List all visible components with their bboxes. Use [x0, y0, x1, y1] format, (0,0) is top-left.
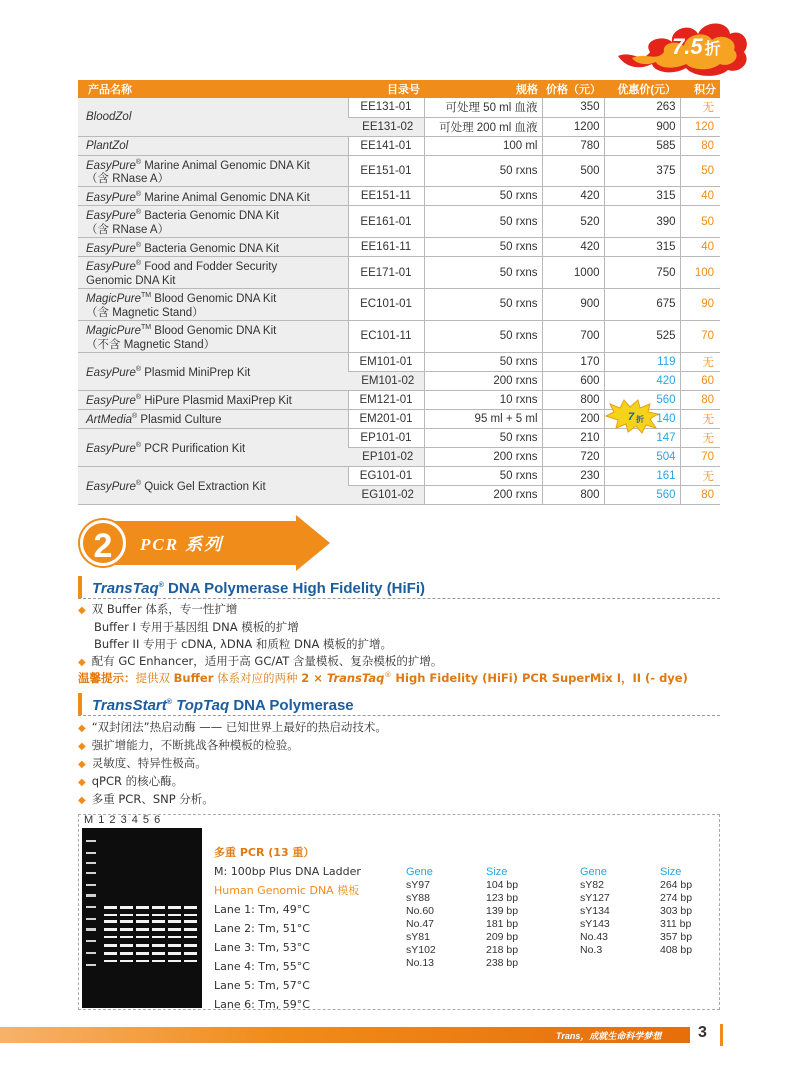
- spec: 100 ml: [424, 136, 542, 155]
- brand: MagicPure: [86, 324, 141, 337]
- gene: sY143: [580, 918, 610, 930]
- discount-price: 315: [604, 238, 680, 257]
- discount-price: 560: [604, 390, 680, 409]
- discount-price: 750: [604, 257, 680, 289]
- spec: 50 rxns: [424, 238, 542, 257]
- gel-lane-desc: Lane 5: Tm, 57°C: [214, 979, 310, 992]
- brand: ArtMedia: [86, 414, 133, 427]
- mini-discount-value: 7: [628, 411, 635, 423]
- catalog-number: EE131-02: [348, 117, 424, 136]
- product-name-text: Marine Animal Genomic DNA Kit: [141, 159, 310, 172]
- feature-item: ◆ “双封闭法”热启动酶 —— 已知世界上最好的热启动技术。: [78, 719, 387, 737]
- header-spec: 规格: [424, 80, 542, 98]
- size: 238 bp: [486, 957, 519, 969]
- gene: sY134: [580, 905, 610, 917]
- product-title-brand: TransStart: [92, 697, 167, 714]
- product-name-line2: （不含 Magnetic Stand）: [86, 338, 216, 351]
- section-title: PCR 系列: [140, 535, 224, 554]
- discount-price: 375: [604, 155, 680, 187]
- product-price-table: [78, 80, 720, 505]
- price: 900: [542, 288, 604, 320]
- gel-lane-labels: M 1 2 3 4 5 6: [84, 814, 162, 826]
- table-row: [406, 931, 546, 944]
- discount-unit: 折: [704, 41, 721, 58]
- spec: 200 rxns: [424, 371, 542, 390]
- product-name-text: Bacteria Genomic DNA Kit: [141, 242, 280, 255]
- gene: No.47: [406, 918, 435, 930]
- size: 357 bp: [660, 931, 693, 943]
- discount-price: 560: [604, 485, 680, 504]
- product-name: EasyPure® Marine Animal Genomic DNA Kit （含 RNase A）: [78, 155, 348, 187]
- price: 800: [542, 390, 604, 409]
- divider: [78, 715, 720, 716]
- discount-price: 420: [604, 371, 680, 390]
- feature-subitem: Buffer I 专用于基因组 DNA 模板的扩增: [94, 620, 299, 634]
- spec: 50 rxns: [424, 206, 542, 238]
- size: 274 bp: [660, 892, 693, 904]
- catalog-number: EG101-02: [348, 485, 424, 504]
- discount-burst-label: [672, 34, 752, 60]
- size: 139 bp: [486, 905, 519, 917]
- catalog-number: EM201-01: [348, 409, 424, 428]
- product-title-brand: TransTaq: [92, 580, 159, 597]
- discount-price: 147: [604, 428, 680, 447]
- product-name-text: Food and Fodder Security: [141, 260, 278, 273]
- price: 230: [542, 466, 604, 485]
- catalog-number: EE131-01: [348, 98, 424, 117]
- table-row: [406, 879, 546, 892]
- table-header-row: [78, 80, 720, 98]
- gel-lane-desc: Lane 1: Tm, 49°C: [214, 903, 310, 916]
- catalog-number: EE151-11: [348, 187, 424, 206]
- table-row: [406, 892, 546, 905]
- table-row: [78, 320, 720, 352]
- feature-item: ◆ 强扩增能力，不断挑战各种模板的检验。: [78, 737, 387, 755]
- discount-price: 675: [604, 288, 680, 320]
- gene-size-table-1: [406, 866, 546, 970]
- discount-value: 7.5: [672, 34, 703, 59]
- price: 420: [542, 238, 604, 257]
- section-number: 2: [80, 520, 126, 566]
- table-row: [78, 238, 720, 257]
- product-name-text: Plasmid Culture: [137, 414, 222, 427]
- price: 350: [542, 98, 604, 117]
- discount-price: 525: [604, 320, 680, 352]
- price: 720: [542, 447, 604, 466]
- table-row: [580, 944, 720, 957]
- footer-slogan: Trans，成就生命科学梦想: [556, 1031, 662, 1041]
- mini-discount-unit: 折: [636, 415, 644, 424]
- spec: 50 rxns: [424, 320, 542, 352]
- gene: sY88: [406, 892, 430, 904]
- table-row: [406, 944, 546, 957]
- spec: 50 rxns: [424, 288, 542, 320]
- catalog-number: EC101-11: [348, 320, 424, 352]
- size: 218 bp: [486, 944, 519, 956]
- spec: 50 rxns: [424, 155, 542, 187]
- discount-price: 140: [604, 409, 680, 428]
- price: 800: [542, 485, 604, 504]
- price: 700: [542, 320, 604, 352]
- brand: MagicPure: [86, 292, 141, 305]
- product-name: EasyPure® Bacteria Genomic DNA Kit: [78, 238, 348, 257]
- header-product-name: 产品名称: [78, 80, 348, 98]
- table-row: [406, 957, 546, 970]
- price: 1000: [542, 257, 604, 289]
- product-title-transstart-toptaq: TransStart® TopTaq DNA Polymerase: [78, 693, 354, 715]
- spec: 可处理 50 ml 血液: [424, 98, 542, 117]
- gene: No.13: [406, 957, 435, 969]
- header-catalog: 目录号: [348, 80, 424, 98]
- divider: [78, 598, 720, 599]
- brand: EasyPure: [86, 260, 136, 273]
- product-name-text: Plasmid MiniPrep Kit: [141, 366, 251, 379]
- product1-features: [78, 601, 442, 671]
- gene-size-header: [580, 866, 720, 879]
- discount-price: 119: [604, 352, 680, 371]
- table-row: [78, 136, 720, 155]
- tip-label: 温馨提示：: [78, 671, 136, 685]
- product-name-line2: （含 Magnetic Stand）: [86, 306, 204, 319]
- table-row: [78, 187, 720, 206]
- size: 408 bp: [660, 944, 693, 956]
- product-name: EasyPure® Marine Animal Genomic DNA Kit: [78, 187, 348, 206]
- spec: 10 rxns: [424, 390, 542, 409]
- footer-rule: [720, 1024, 723, 1046]
- catalog-number: EP101-02: [348, 447, 424, 466]
- price: 780: [542, 136, 604, 155]
- table-row: [580, 892, 720, 905]
- gene: sY81: [406, 931, 430, 943]
- product-name: EasyPure® HiPure Plasmid MaxiPrep Kit: [78, 390, 348, 409]
- product-name-text: Marine Animal Genomic DNA Kit: [141, 191, 310, 204]
- spec: 200 rxns: [424, 447, 542, 466]
- discount-price: 585: [604, 136, 680, 155]
- product-name: ArtMedia® Plasmid Culture: [78, 409, 348, 428]
- points: 40: [680, 238, 720, 257]
- gene: No.60: [406, 905, 435, 917]
- product-name: [78, 136, 348, 155]
- points: 无: [680, 98, 720, 117]
- points: 无: [680, 466, 720, 485]
- points: 无: [680, 409, 720, 428]
- catalog-number: EM121-01: [348, 390, 424, 409]
- points: 50: [680, 206, 720, 238]
- tip-brand: TransTaq: [326, 671, 385, 685]
- gel-electrophoresis-image: [82, 828, 202, 1008]
- catalog-number: EE141-01: [348, 136, 424, 155]
- catalog-number: EE151-01: [348, 155, 424, 187]
- gel-marker-label: M: 100bp Plus DNA Ladder: [214, 865, 361, 878]
- discount-price: 315: [604, 187, 680, 206]
- spec: 50 rxns: [424, 466, 542, 485]
- brand: EasyPure: [86, 366, 136, 379]
- catalog-number: EE161-01: [348, 206, 424, 238]
- tip-text: 提供双: [135, 671, 174, 685]
- product2-features: [78, 719, 387, 809]
- catalog-number: EP101-01: [348, 428, 424, 447]
- discount-price: 900: [604, 117, 680, 136]
- gene: sY97: [406, 879, 430, 891]
- product-name: [78, 98, 348, 136]
- brand: EasyPure: [86, 159, 136, 172]
- brand: EasyPure: [86, 191, 136, 204]
- gel-lane-desc: Lane 4: Tm, 55°C: [214, 960, 310, 973]
- header-points: 积分: [680, 80, 720, 98]
- price: 500: [542, 155, 604, 187]
- col-gene: Gene: [580, 866, 607, 878]
- catalog-number: EE171-01: [348, 257, 424, 289]
- spec: 50 rxns: [424, 352, 542, 371]
- size: 303 bp: [660, 905, 693, 917]
- table-row: [580, 879, 720, 892]
- size: 264 bp: [660, 879, 693, 891]
- size: 311 bp: [660, 918, 692, 930]
- product-name: EasyPure® Quick Gel Extraction Kit: [78, 466, 348, 504]
- spec: 50 rxns: [424, 187, 542, 206]
- discount-price: 390: [604, 206, 680, 238]
- product-title-brand2: TopTaq: [171, 697, 230, 714]
- points: 80: [680, 390, 720, 409]
- points: 无: [680, 352, 720, 371]
- header-price: 价格（元）: [542, 80, 604, 98]
- size: 104 bp: [486, 879, 519, 891]
- spec: 200 rxns: [424, 485, 542, 504]
- discount-price: 504: [604, 447, 680, 466]
- gene: sY127: [580, 892, 610, 904]
- points: 80: [680, 485, 720, 504]
- size: 181 bp: [486, 918, 519, 930]
- header-discount-price: 优惠价(元）: [604, 80, 680, 98]
- product-name-text: PlantZol: [86, 139, 129, 152]
- points: 40: [680, 187, 720, 206]
- gene: sY82: [580, 879, 604, 891]
- feature-item: ◆ 配有 GC Enhancer，适用于高 GC/AT 含量模板、复杂模板的扩增。: [78, 653, 442, 671]
- points: 90: [680, 288, 720, 320]
- gel-lane-desc: Lane 6: Tm, 59°C: [214, 998, 310, 1011]
- catalog-number: EG101-01: [348, 466, 424, 485]
- price: 600: [542, 371, 604, 390]
- price: 200: [542, 409, 604, 428]
- product-name-text: Bacteria Genomic DNA Kit: [141, 210, 280, 223]
- feature-item: ◆ 灵敏度、特异性极高。: [78, 755, 387, 773]
- mini-discount-badge: [604, 398, 660, 434]
- gene: sY102: [406, 944, 436, 956]
- brand: EasyPure: [86, 480, 136, 493]
- product-name-text: Blood Genomic DNA Kit: [151, 292, 277, 305]
- product-name: EasyPure® Bacteria Genomic DNA Kit （含 RNase A）: [78, 206, 348, 238]
- catalog-number: EM101-01: [348, 352, 424, 371]
- discount-price: 263: [604, 98, 680, 117]
- product-title-text: DNA Polymerase High Fidelity (HiFi): [163, 580, 426, 597]
- product-title-transtaq-hifi: TransTaq® DNA Polymerase High Fidelity (HiFi): [78, 576, 425, 598]
- product-title-text: DNA Polymerase: [229, 697, 354, 714]
- gel-legend: [214, 843, 361, 1014]
- col-size: Size: [660, 866, 682, 878]
- price: 210: [542, 428, 604, 447]
- table-row: [78, 155, 720, 187]
- product-name: EasyPure® Plasmid MiniPrep Kit: [78, 352, 348, 390]
- brand: EasyPure: [86, 395, 136, 408]
- spec: 95 ml + 5 ml: [424, 409, 542, 428]
- product-name-text: Quick Gel Extraction Kit: [141, 480, 266, 493]
- product-name-line2: Genomic DNA Kit: [86, 274, 176, 287]
- price: 1200: [542, 117, 604, 136]
- tip-strong: High Fidelity (HiFi) PCR SuperMix I，II (- dye): [391, 671, 688, 685]
- size: 209 bp: [486, 931, 519, 943]
- product-name-line2: （含 RNase A）: [86, 173, 170, 186]
- catalog-number: EC101-01: [348, 288, 424, 320]
- points: 无: [680, 428, 720, 447]
- price: 170: [542, 352, 604, 371]
- product-name: [78, 288, 348, 320]
- catalog-number: EM101-02: [348, 371, 424, 390]
- points: 70: [680, 320, 720, 352]
- trademark-sup: TM: [140, 323, 152, 331]
- gel-lane-desc: Lane 2: Tm, 51°C: [214, 922, 310, 935]
- feature-item: ◆ qPCR 的核心酶。: [78, 773, 387, 791]
- price: 420: [542, 187, 604, 206]
- brand: EasyPure: [86, 442, 136, 455]
- product-name: [78, 320, 348, 352]
- product-name-text: BloodZol: [86, 110, 132, 123]
- tip-note: 温馨提示：提供双 Buffer 体系对应的两种 2 × TransTaq® High Fidelity (HiFi) PCR SuperMix I，II (- dye): [78, 671, 688, 685]
- product-name-text: HiPure Plasmid MaxiPrep Kit: [141, 395, 292, 408]
- spec: 可处理 200 ml 血液: [424, 117, 542, 136]
- table-row: [78, 257, 720, 289]
- table-row: [580, 931, 720, 944]
- table-row: [78, 206, 720, 238]
- col-gene: Gene: [406, 866, 433, 878]
- product-name-text: Blood Genomic DNA Kit: [151, 324, 277, 337]
- points: 50: [680, 155, 720, 187]
- points: 70: [680, 447, 720, 466]
- gene-size-table-2: [580, 866, 720, 957]
- tip-strong: Buffer: [173, 671, 214, 685]
- points: 100: [680, 257, 720, 289]
- gene: No.43: [580, 931, 609, 943]
- catalog-number: EE161-11: [348, 238, 424, 257]
- points: 80: [680, 136, 720, 155]
- spec: 50 rxns: [424, 428, 542, 447]
- table-row: [78, 98, 720, 117]
- brand: EasyPure: [86, 242, 136, 255]
- tip-strong: 2 ×: [301, 671, 327, 685]
- table-row: [406, 918, 546, 931]
- gel-heading: 多重 PCR (13 重）: [214, 846, 315, 859]
- points: 60: [680, 371, 720, 390]
- brand: EasyPure: [86, 210, 136, 223]
- product-name-text: PCR Purification Kit: [141, 442, 246, 455]
- gene: No.3: [580, 944, 603, 956]
- table-row: [78, 288, 720, 320]
- trademark-sup: TM: [140, 291, 152, 299]
- table-row: [580, 905, 720, 918]
- spec: 50 rxns: [424, 257, 542, 289]
- table-row: [580, 918, 720, 931]
- size: 123 bp: [486, 892, 519, 904]
- discount-price: 161: [604, 466, 680, 485]
- points: 120: [680, 117, 720, 136]
- feature-item: ◆ 双 Buffer 体系，专一性扩增: [78, 601, 442, 619]
- gel-lane-desc: Lane 3: Tm, 53°C: [214, 941, 310, 954]
- table-row: [78, 466, 720, 485]
- col-size: Size: [486, 866, 508, 878]
- feature-subitem: Buffer II 专用于 cDNA, λDNA 和质粒 DNA 模板的扩增。: [94, 637, 393, 651]
- gene-size-header: [406, 866, 546, 879]
- product-name: EasyPure® Food and Fodder Security Genomic DNA Kit: [78, 257, 348, 289]
- price: 520: [542, 206, 604, 238]
- table-row: [78, 352, 720, 371]
- page-number: 3: [698, 1024, 707, 1041]
- product-name: EasyPure® PCR Purification Kit: [78, 428, 348, 466]
- tip-text: 体系对应的两种: [213, 671, 302, 685]
- table-row: [406, 905, 546, 918]
- product-name-line2: （含 RNase A）: [86, 224, 170, 237]
- gel-template-label: Human Genomic DNA 模板: [214, 884, 360, 897]
- feature-item: ◆ 多重 PCR、SNP 分析。: [78, 791, 387, 809]
